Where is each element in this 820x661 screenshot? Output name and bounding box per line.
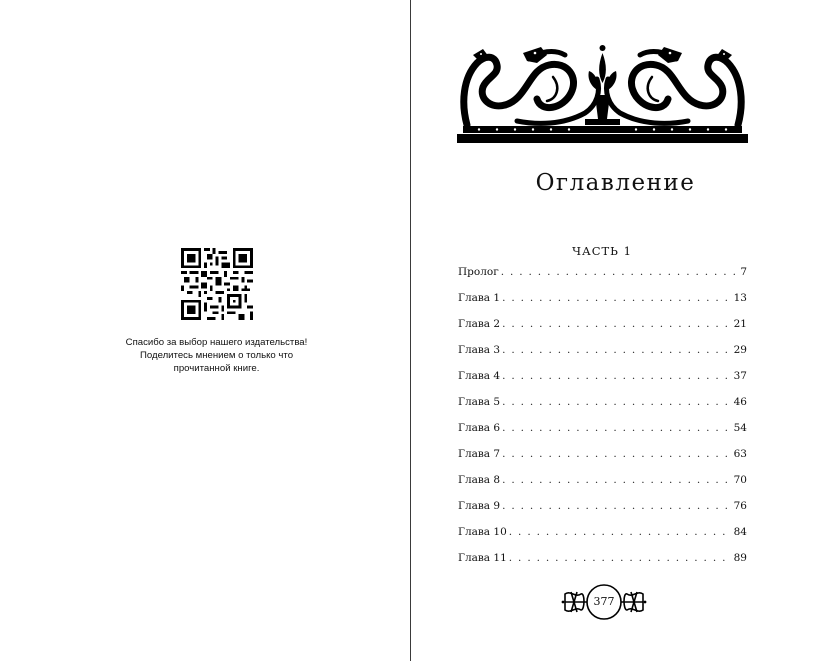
- dot-leader: [502, 422, 732, 434]
- toc-entry-name: Глава 8: [458, 474, 501, 486]
- toc-entry-page: 46: [733, 396, 747, 408]
- toc-entry-page: 13: [733, 292, 747, 304]
- toc-entry-page: 7: [740, 266, 747, 278]
- toc-entry-prologue[interactable]: [458, 266, 747, 292]
- toc-entry-name: Пролог: [458, 266, 499, 278]
- page-number: 377: [593, 595, 615, 608]
- toc-entry-chapter-2[interactable]: [458, 318, 747, 344]
- dot-leader: [502, 292, 732, 304]
- qr-code-icon[interactable]: [181, 248, 253, 320]
- toc-entry-page: 70: [733, 474, 747, 486]
- toc-entry-chapter-6[interactable]: [458, 422, 747, 448]
- toc-entry-name: Глава 10: [458, 526, 507, 538]
- toc-entry-page: 84: [733, 526, 747, 538]
- toc-entry-name: Глава 1: [458, 292, 501, 304]
- toc-entry-chapter-11[interactable]: [458, 552, 747, 578]
- dot-leader: [509, 526, 732, 538]
- toc-entry-chapter-8[interactable]: [458, 474, 747, 500]
- toc-entry-chapter-9[interactable]: [458, 500, 747, 526]
- thank-you-note: [100, 336, 333, 375]
- toc-entry-page: 37: [733, 370, 747, 382]
- thank-you-line: прочитанной книге.: [173, 363, 260, 374]
- dot-leader: [509, 552, 732, 564]
- dot-leader: [502, 344, 732, 356]
- dot-leader: [502, 370, 732, 382]
- toc-entry-name: Глава 7: [458, 448, 501, 460]
- dot-leader: [502, 318, 732, 330]
- dot-leader: [502, 500, 732, 512]
- toc-entry-name: Глава 2: [458, 318, 501, 330]
- dot-leader: [502, 396, 732, 408]
- right-page: [411, 0, 820, 661]
- thank-you-line: Спасибо за выбор нашего издательства!: [125, 337, 308, 348]
- toc-entry-page: 29: [733, 344, 747, 356]
- toc-entry-page: 21: [733, 318, 747, 330]
- toc-entry-chapter-5[interactable]: [458, 396, 747, 422]
- toc-entry-name: Глава 5: [458, 396, 501, 408]
- celtic-dragon-ornament-icon: [457, 43, 748, 143]
- table-of-contents: [458, 266, 747, 578]
- dot-leader: [502, 474, 732, 486]
- dot-leader: [502, 448, 732, 460]
- toc-entry-name: Глава 4: [458, 370, 501, 382]
- toc-entry-chapter-3[interactable]: [458, 344, 747, 370]
- thank-you-line: Поделитесь мнением о только что: [139, 350, 294, 361]
- dot-leader: [501, 266, 739, 278]
- toc-entry-page: 89: [733, 552, 747, 564]
- toc-entry-chapter-1[interactable]: [458, 292, 747, 318]
- toc-entry-name: Глава 9: [458, 500, 501, 512]
- toc-entry-chapter-10[interactable]: [458, 526, 747, 552]
- toc-entry-chapter-7[interactable]: [458, 448, 747, 474]
- toc-entry-name: Глава 11: [458, 552, 507, 564]
- toc-entry-page: 76: [733, 500, 747, 512]
- toc-entry-page: 63: [733, 448, 747, 460]
- part-heading: ЧАСТЬ 1: [572, 244, 632, 258]
- toc-entry-chapter-4[interactable]: [458, 370, 747, 396]
- toc-title: Оглавление: [535, 170, 696, 196]
- toc-entry-name: Глава 3: [458, 344, 501, 356]
- toc-entry-name: Глава 6: [458, 422, 501, 434]
- toc-entry-page: 54: [733, 422, 747, 434]
